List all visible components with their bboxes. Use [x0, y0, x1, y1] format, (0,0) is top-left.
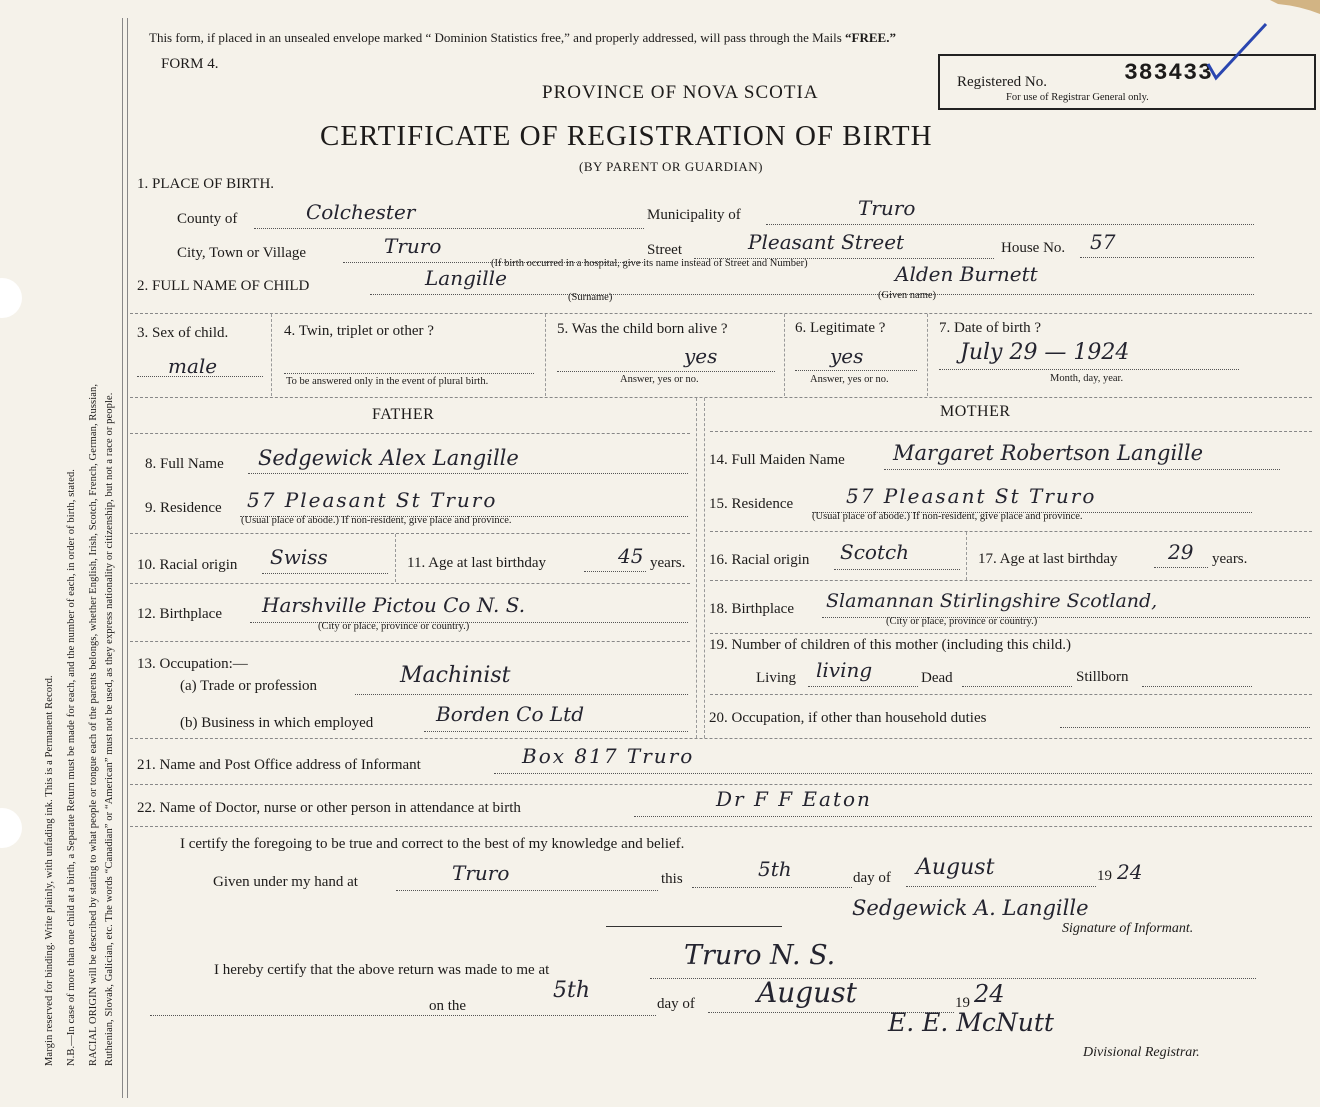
mother-race-label: 16. Racial origin	[709, 552, 810, 568]
father-name-value: Sedgewick Alex Langille	[258, 446, 519, 470]
certificate-title: CERTIFICATE OF REGISTRATION OF BIRTH	[320, 120, 933, 152]
doctor-line	[634, 816, 1312, 817]
given-month-value: August	[916, 855, 995, 880]
county-line	[254, 228, 644, 229]
municipality-value: Truro	[858, 196, 916, 220]
father-divider-10-11	[395, 534, 396, 582]
registrar-general-note: For use of Registrar General only.	[1006, 92, 1149, 103]
informant-label: 21. Name and Post Office address of Informant	[137, 757, 421, 773]
municipality-line	[766, 224, 1254, 225]
dob-label: 7. Date of birth ?	[939, 320, 1042, 336]
mother-name-line	[884, 469, 1280, 470]
divider-5-6	[784, 314, 785, 396]
certify-statement: I certify the foregoing to be true and correct to the best of my knowledge and belief.	[180, 836, 685, 852]
street-value: Pleasant Street	[748, 230, 905, 254]
margin-note-binding: Margin reserved for binding. Write plainly, with unfading ink. This is a Permanent Record.	[44, 675, 55, 1066]
surname-caption: (Surname)	[568, 292, 613, 303]
county-value: Colchester	[306, 200, 416, 224]
dob-value: July 29 — 1924	[960, 340, 1130, 365]
given-day-of-label: day of	[853, 870, 891, 886]
registrar-place-line	[650, 978, 1256, 979]
mother-occupation-line	[1060, 727, 1310, 728]
mother-stillborn-label: Stillborn	[1076, 669, 1129, 685]
informant-line	[494, 773, 1312, 774]
row-divider-parents	[130, 397, 1312, 398]
father-trade-line	[355, 694, 688, 695]
registrar-place-value: Truro N. S.	[684, 940, 836, 971]
child-given-name-value: Alden Burnett	[895, 262, 1038, 286]
given-at-place: Truro	[452, 861, 510, 885]
father-name-line	[248, 473, 688, 474]
legitimate-value: yes	[830, 344, 864, 368]
given-year-prefix: 19	[1097, 868, 1112, 884]
province-heading: PROVINCE OF NOVA SCOTIA	[542, 82, 819, 103]
registrar-year-prefix: 19	[955, 995, 970, 1011]
given-at-label: Given under my hand at	[213, 874, 358, 890]
father-age-line	[584, 571, 646, 572]
mother-occupation-label: 20. Occupation, if other than household duties	[709, 710, 987, 726]
city-value: Truro	[384, 234, 442, 258]
margin-rule-outer	[122, 18, 123, 1098]
mother-name-label: 14. Full Maiden Name	[709, 452, 845, 468]
parents-column-divider	[696, 398, 697, 738]
registered-number-label: Registered No.	[957, 74, 1047, 90]
father-occupation-label: 13. Occupation:—	[137, 656, 248, 672]
registered-number-value: 383433	[1124, 60, 1213, 86]
mother-living-label: Living	[756, 670, 796, 686]
divider-6-7	[927, 314, 928, 396]
parents-column-divider-2	[704, 398, 705, 738]
county-label: County of	[177, 211, 238, 227]
mother-residence-value: 57 Pleasant St Truro	[846, 484, 1097, 508]
dob-caption: Month, day, year.	[1050, 373, 1124, 384]
mother-race-value: Scotch	[840, 540, 910, 564]
house-number-value: 57	[1090, 230, 1116, 254]
mother-name-value: Margaret Robertson Langille	[893, 441, 1204, 465]
given-name-caption: (Given name)	[878, 290, 937, 301]
father-age-label: 11. Age at last birthday	[407, 555, 546, 571]
legitimate-label: 6. Legitimate ?	[795, 320, 886, 336]
row-divider-21	[130, 738, 1312, 739]
sex-value: male	[168, 354, 218, 378]
mother-row-divider-19	[710, 633, 1312, 634]
mother-row-divider-20	[710, 694, 1312, 695]
mother-race-line	[834, 569, 960, 570]
mother-divider-16-17	[966, 532, 967, 580]
father-race-line	[262, 573, 388, 574]
father-years-label: years.	[650, 555, 686, 571]
father-residence-caption: (Usual place of abode.) If non-resident, give place and province.	[241, 515, 512, 526]
margin-note-racial-origin-1: RACIAL ORIGIN will be described by stating to what people or tongue each of the parents belongs, whether English, Irish, Scotch, French, German, Russian,	[88, 383, 99, 1066]
twin-note: To be answered only in the event of plural birth.	[286, 376, 489, 387]
divider-3-4	[271, 314, 272, 396]
father-residence-label: 9. Residence	[145, 500, 222, 516]
registrar-day-of-label: day of	[657, 996, 695, 1012]
father-race-value: Swiss	[270, 545, 328, 569]
father-birthplace-value: Harshville Pictou Co N. S.	[262, 593, 526, 617]
born-alive-caption: Answer, yes or no.	[620, 374, 699, 385]
father-race-label: 10. Racial origin	[137, 557, 238, 573]
municipality-label: Municipality of	[647, 207, 741, 223]
row-divider-certify	[130, 826, 1312, 827]
father-birthplace-label: 12. Birthplace	[137, 606, 222, 622]
signature-rule-left	[606, 926, 782, 927]
twin-label: 4. Twin, triplet or other ?	[284, 323, 434, 339]
informant-signature: Sedgewick A. Langille	[852, 896, 1089, 920]
registrar-caption: Divisional Registrar.	[1083, 1045, 1200, 1060]
given-this-label: this	[661, 871, 683, 887]
mother-living-value: living	[816, 658, 873, 682]
margin-note-multiple-births: N.B.—In case of more than one child at a birth, a Separate Return must be made for each, and the number of each, in order of birth, stated.	[66, 468, 77, 1066]
father-trade-label: (a) Trade or profession	[180, 678, 318, 694]
given-day-value: 5th	[758, 857, 792, 881]
mother-birthplace-label: 18. Birthplace	[709, 601, 794, 617]
father-row-divider-10	[130, 533, 690, 534]
father-age-value: 45	[618, 544, 644, 568]
mother-heading-rule	[710, 431, 1312, 432]
city-label: City, Town or Village	[177, 245, 307, 261]
father-name-label: 8. Full Name	[145, 456, 224, 472]
binding-hole-bottom	[0, 808, 22, 848]
corner-stain	[1270, 0, 1320, 20]
informant-value: Box 817 Truro	[522, 744, 695, 768]
registrar-signature: E. E. McNutt	[888, 1008, 1054, 1037]
binding-hole-top	[0, 278, 22, 318]
doctor-label: 22. Name of Doctor, nurse or other person in attendance at birth	[137, 800, 521, 816]
father-heading: FATHER	[372, 406, 435, 423]
father-row-divider-12	[130, 583, 690, 584]
form-number: FORM 4.	[161, 56, 219, 72]
child-name-label: 2. FULL NAME OF CHILD	[137, 278, 310, 294]
doctor-value: Dr F F Eaton	[716, 787, 872, 811]
father-residence-value: 57 Pleasant St Truro	[247, 488, 498, 512]
divider-4-5	[545, 314, 546, 396]
mother-birthplace-caption: (City or place, province or country.)	[886, 616, 1038, 627]
row-divider-22	[130, 784, 1312, 785]
margin-rule-inner	[127, 18, 128, 1098]
row-divider-3	[130, 313, 1312, 314]
legitimate-line	[795, 370, 917, 371]
twin-line	[284, 373, 534, 374]
mother-age-label: 17. Age at last birthday	[978, 551, 1118, 567]
child-name-line	[370, 294, 1254, 295]
father-heading-rule	[130, 433, 690, 434]
mother-dead-label: Dead	[921, 670, 953, 686]
father-trade-value: Machinist	[400, 663, 511, 688]
house-number-label: House No.	[1001, 240, 1066, 256]
mailing-notice: This form, if placed in an unsealed envelope marked “ Dominion Statistics free,” and properly addressed, will pass through the Mails “FREE.”	[149, 30, 896, 45]
registrar-on-the-label: on the	[429, 998, 467, 1014]
place-of-birth-label: 1. PLACE OF BIRTH.	[137, 176, 275, 192]
certificate-subtitle: (BY PARENT OR GUARDIAN)	[579, 159, 764, 174]
mother-row-divider-18	[710, 580, 1312, 581]
mother-residence-label: 15. Residence	[709, 496, 794, 512]
mother-residence-caption: (Usual place of abode.) If non-resident, give place and province.	[812, 511, 1083, 522]
registrar-day-line	[150, 1015, 656, 1016]
mother-years-label: years.	[1212, 551, 1248, 567]
father-birthplace-caption: (City or place, province or country.)	[318, 621, 470, 632]
given-month-line	[906, 886, 1096, 887]
dob-line	[939, 369, 1239, 370]
hospital-note: (If birth occurred in a hospital, give its name instead of Street and Number)	[491, 258, 808, 269]
blue-checkmark	[1232, 30, 1234, 90]
street-label: Street	[647, 242, 682, 258]
mother-age-value: 29	[1168, 540, 1194, 564]
mother-row-divider-16	[710, 531, 1312, 532]
father-business-label: (b) Business in which employed	[180, 715, 374, 731]
sex-label: 3. Sex of child.	[137, 325, 229, 341]
house-number-line	[1080, 257, 1254, 258]
given-at-line	[396, 890, 658, 891]
born-alive-line	[557, 371, 775, 372]
born-alive-label: 5. Was the child born alive ?	[557, 321, 728, 337]
informant-signature-caption: Signature of Informant.	[1062, 921, 1194, 936]
mother-living-line	[808, 686, 918, 687]
registrar-year-value: 24	[974, 980, 1005, 1008]
registrar-statement: I hereby certify that the above return was made to me at	[214, 962, 550, 978]
child-surname-value: Langille	[425, 266, 507, 290]
mother-birthplace-value: Slamannan Stirlingshire Scotland,	[826, 590, 1158, 612]
mother-heading: MOTHER	[940, 403, 1011, 420]
mother-age-line	[1154, 567, 1208, 568]
father-business-line	[424, 731, 688, 732]
given-day-line	[692, 887, 852, 888]
given-year-value: 24	[1117, 860, 1143, 884]
registrar-month-value: August	[757, 976, 857, 1009]
father-row-divider-13	[130, 641, 690, 642]
legitimate-caption: Answer, yes or no.	[810, 374, 889, 385]
born-alive-value: yes	[684, 344, 718, 368]
registrar-day-value: 5th	[553, 978, 591, 1003]
mother-dead-line	[962, 686, 1072, 687]
mother-stillborn-line	[1142, 686, 1252, 687]
mother-children-label: 19. Number of children of this mother (including this child.)	[709, 637, 1072, 653]
margin-note-racial-origin-2: Ruthenian, Slovak, Galician, etc. The words “Canadian” or “American” must not be used, as they express nationality or citizenship, but not a race or people.	[104, 392, 115, 1066]
father-business-value: Borden Co Ltd	[436, 702, 584, 726]
